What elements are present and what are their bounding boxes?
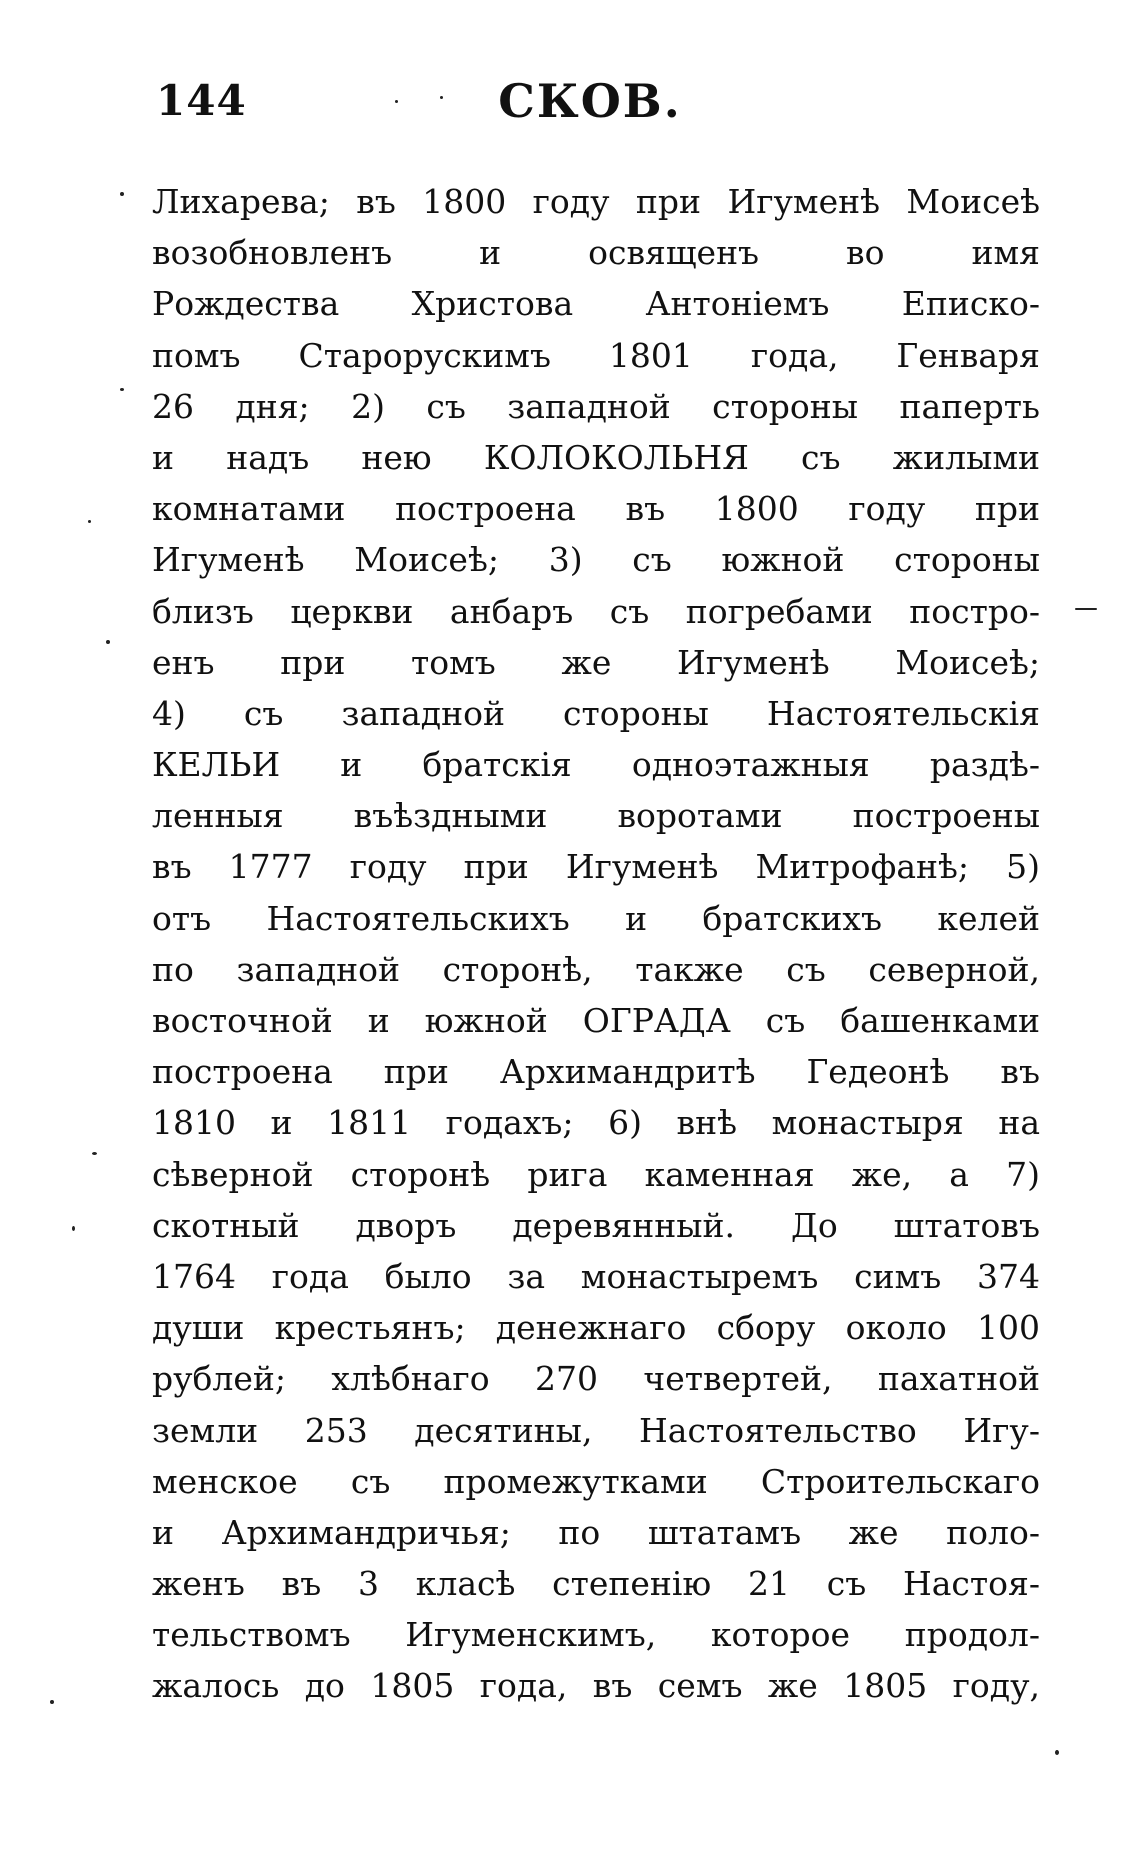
text-line: построена при Архимандритѣ Гедеонѣ въ <box>152 1052 1040 1092</box>
text-line: Игуменѣ Моисеѣ; 3) съ южной стороны <box>152 540 1040 580</box>
text-line: восточной и южной ОГРАДА съ башенками <box>152 1001 1040 1040</box>
print-speck <box>50 1700 54 1704</box>
body-text <box>152 176 1040 1712</box>
print-speck <box>1055 1750 1059 1755</box>
text-line: жалось до 1805 года, въ семъ же 1805 году, <box>152 1666 1040 1706</box>
text-line: Лихарева; въ 1800 году при Игуменѣ Моисеѣ <box>152 182 1040 221</box>
page-header <box>150 70 1030 140</box>
text-line: души крестьянъ; денежнаго сбору около 100 <box>152 1308 1040 1348</box>
text-line: скотный дворъ деревянный. До штатовъ <box>152 1205 1040 1245</box>
print-speck <box>1075 608 1097 610</box>
print-speck <box>120 388 124 391</box>
print-speck <box>88 520 91 523</box>
text-line: рублей; хлѣбнаго 270 четвертей, пахатной <box>152 1359 1040 1399</box>
text-line: енъ при томъ же Игуменѣ Моисеѣ; <box>152 642 1040 682</box>
text-line: сѣверной сторонѣ рига каменная же, а 7) <box>152 1154 1040 1194</box>
text-line: по западной сторонѣ, также съ северной, <box>152 949 1040 989</box>
print-speck <box>440 96 443 99</box>
print-speck <box>395 100 398 103</box>
print-speck <box>92 1152 97 1155</box>
text-line: близъ церкви анбаръ съ погребами постро- <box>152 591 1040 631</box>
running-head: СКОВ. <box>498 74 682 128</box>
text-line: КЕЛЬИ и братскія одноэтажныя раздѣ- <box>152 745 1040 785</box>
print-speck <box>72 1226 75 1231</box>
text-line: женъ въ 3 класѣ степенію 21 съ Настоя- <box>152 1564 1040 1604</box>
text-line: въ 1777 году при Игуменѣ Митрофанѣ; 5) <box>152 847 1040 887</box>
text-line: 26 дня; 2) съ западной стороны паперть <box>152 386 1040 426</box>
text-line: 1764 года было за монастыремъ симъ 374 <box>152 1256 1040 1296</box>
text-line: и надъ нею КОЛОКОЛЬНЯ съ жилыми <box>152 437 1040 477</box>
text-line: и Архимандричья; по штатамъ же поло- <box>152 1512 1040 1552</box>
print-speck <box>120 192 124 196</box>
text-line: отъ Настоятельскихъ и братскихъ келей <box>152 898 1040 938</box>
text-line: ленныя въѣздными воротами построены <box>152 796 1040 836</box>
page-number: 144 <box>156 76 247 125</box>
text-line: земли 253 десятины, Настоятельство Игу- <box>152 1410 1040 1450</box>
text-line: помъ Старорускимъ 1801 года, Генваря <box>152 335 1040 375</box>
text-line: 4) съ западной стороны Настоятельскія <box>152 693 1040 733</box>
text-line: тельствомъ Игуменскимъ, которое продол- <box>152 1615 1040 1655</box>
text-line: Рождества Христова Антоніемъ Еписко- <box>152 284 1040 324</box>
text-line: комнатами построена въ 1800 году при <box>152 489 1040 529</box>
text-line: 1810 и 1811 годахъ; 6) внѣ монастыря на <box>152 1103 1040 1143</box>
text-line: возобновленъ и освященъ во имя <box>152 233 1040 273</box>
print-speck <box>106 640 110 644</box>
text-line: менское съ промежутками Строительскаго <box>152 1461 1040 1501</box>
